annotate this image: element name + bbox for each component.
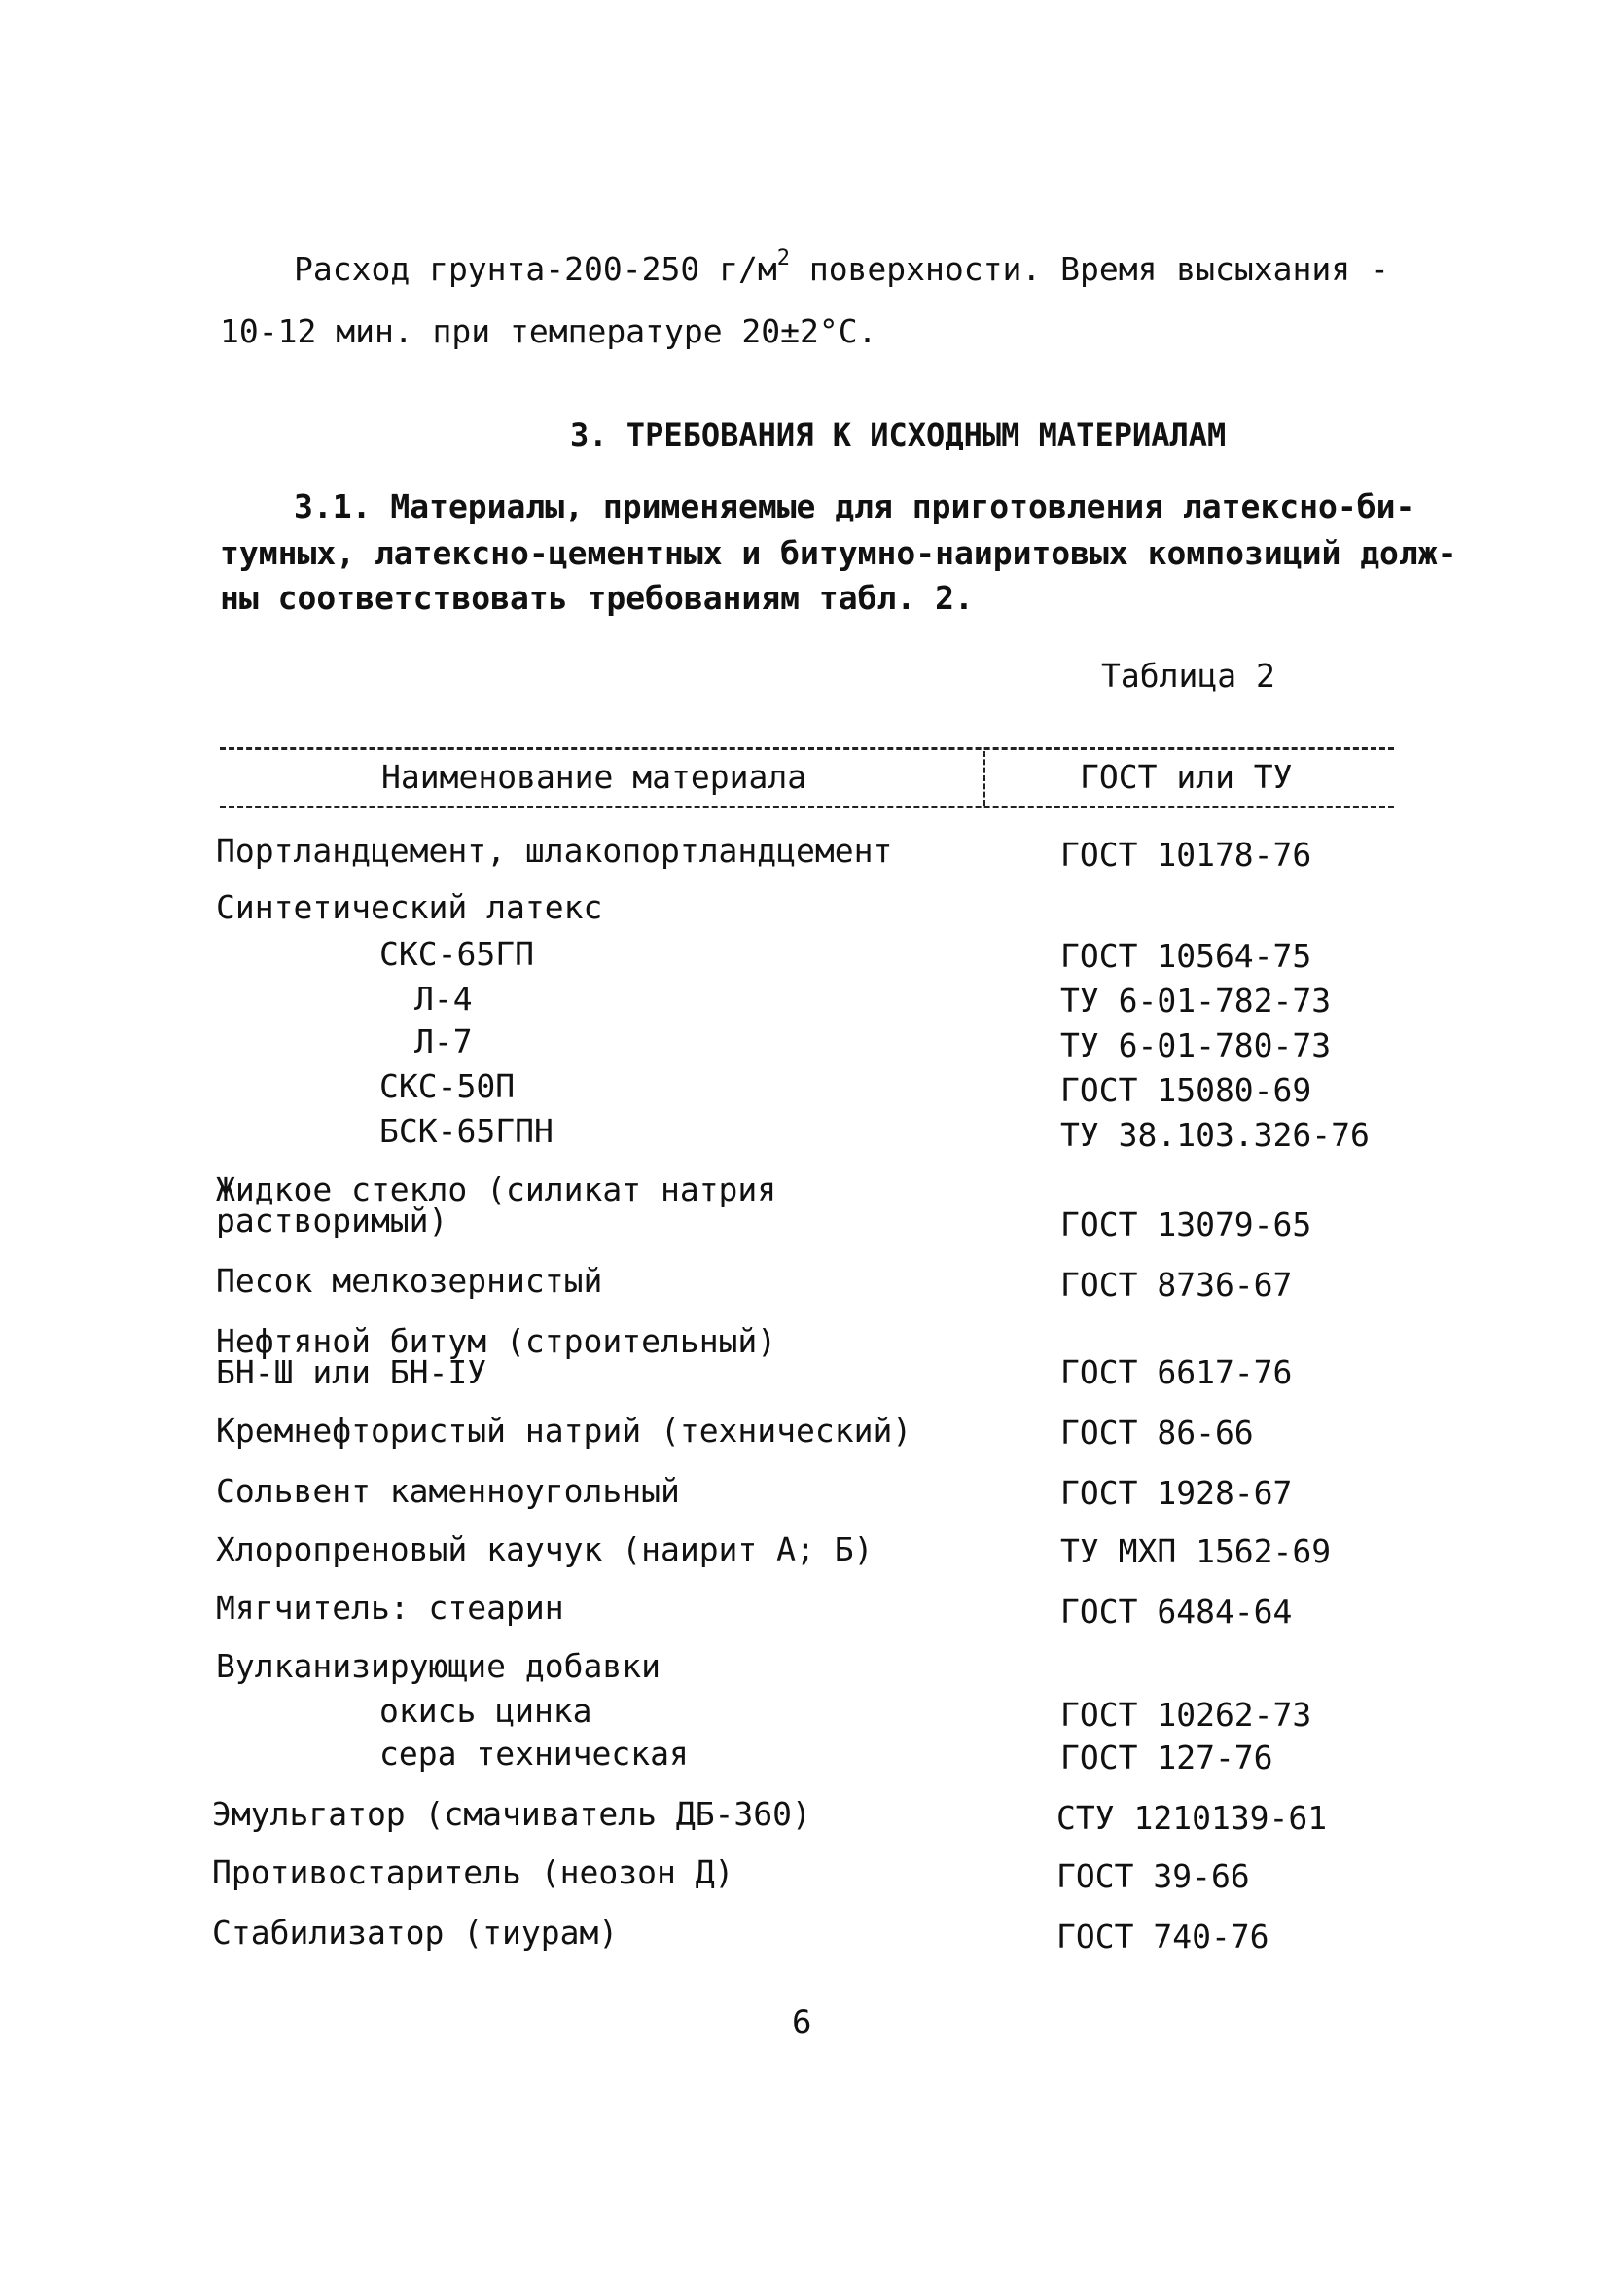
- table-row-standard: ГОСТ 1928-67: [1060, 1474, 1293, 1512]
- table-row-name: Л-4: [414, 980, 473, 1018]
- table-header-standard: ГОСТ или ТУ: [1080, 758, 1293, 796]
- table-row-standard: СТУ 1210139-61: [1056, 1799, 1328, 1837]
- table-row-standard: ГОСТ 13079-65: [1060, 1205, 1312, 1243]
- table-header-separator: [983, 751, 985, 806]
- table-row-name: Л-7: [414, 1022, 473, 1060]
- table-row-name: СКС-65ГП: [379, 935, 534, 973]
- table-row-standard: ГОСТ 39-66: [1056, 1857, 1250, 1895]
- table-row-standard: ТУ 38.103.326-76: [1060, 1116, 1370, 1154]
- table-row-name: Хлоропреновый каучук (наирит А; Б): [216, 1530, 874, 1568]
- table-row-name: сера техническая: [379, 1735, 689, 1773]
- table-header-name: Наименование материала: [381, 758, 807, 796]
- table-row-standard: ГОСТ 6484-64: [1060, 1593, 1293, 1631]
- table-row-name: Сольвент каменноугольный: [216, 1472, 680, 1510]
- table-row-standard: ГОСТ 10564-75: [1060, 937, 1312, 975]
- table-row-standard: ТУ 6-01-782-73: [1060, 982, 1332, 1020]
- intro-line-2: 10-12 мин. при температуре 20±2°С.: [220, 312, 877, 350]
- table-row-standard: ГОСТ 740-76: [1056, 1918, 1269, 1955]
- intro-line-1-tail: поверхности. Время высыхания -: [789, 250, 1389, 288]
- table-row-standard: ГОСТ 6617-76: [1060, 1353, 1293, 1391]
- table-row-name: Жидкое стекло (силикат натрия: [216, 1170, 777, 1208]
- table-row-name: Мягчитель: стеарин: [216, 1589, 564, 1627]
- table-row-name: Эмульгатор (смачиватель ДБ-360): [212, 1795, 811, 1833]
- table-row-standard: ГОСТ 10178-76: [1060, 836, 1312, 874]
- intro-superscript: 2: [776, 246, 790, 270]
- table-row-name: БН-Ш или БН-IУ: [216, 1353, 487, 1391]
- page-number: 6: [792, 2003, 812, 2042]
- table-row-standard: ГОСТ 15080-69: [1060, 1071, 1312, 1109]
- table-row-name: Портландцемент, шлакопортландцемент: [216, 832, 893, 870]
- table-row-name: Песок мелкозернистый: [216, 1262, 603, 1300]
- table-row-standard: ГОСТ 86-66: [1060, 1414, 1254, 1452]
- table-row-standard: ГОСТ 127-76: [1060, 1739, 1273, 1776]
- table-row-standard: ТУ 6-01-780-73: [1060, 1026, 1332, 1064]
- table-row-name: Стабилизатор (тиурам): [212, 1914, 619, 1952]
- table-top-rule: [220, 747, 1394, 750]
- table-row-name: Нефтяной битум (строительный): [216, 1322, 777, 1360]
- intro-line-1: [294, 246, 1389, 290]
- table-caption: Таблица 2: [1101, 657, 1275, 695]
- table-row-name: Кремнефтористый натрий (технический): [216, 1412, 912, 1450]
- table-row-name: Противостаритель (неозон Д): [212, 1853, 734, 1891]
- table-row-name: СКС-50П: [379, 1067, 516, 1105]
- table-row-name: растворимый): [216, 1202, 448, 1239]
- table-row-name: БСК-65ГПН: [379, 1112, 554, 1150]
- paragraph-3-1-line-1: 3.1. Материалы, применяемые для приготовления латексно-би-: [294, 487, 1415, 525]
- intro-line-1-text: Расход грунта-200-250 г/м: [294, 250, 777, 288]
- section-heading: 3. ТРЕБОВАНИЯ К ИСХОДНЫМ МАТЕРИАЛАМ: [570, 416, 1227, 453]
- table-row-name: окись цинка: [379, 1692, 592, 1730]
- table-row-standard: ГОСТ 8736-67: [1060, 1266, 1293, 1304]
- table-row-name: Вулканизирующие добавки: [216, 1647, 661, 1685]
- table-row-standard: ГОСТ 10262-73: [1060, 1696, 1312, 1734]
- table-row-standard: ТУ МХП 1562-69: [1060, 1532, 1332, 1570]
- table-header-rule: [220, 806, 1394, 808]
- paragraph-3-1-line-2: тумных, латексно-цементных и битумно-наиритовых композиций долж-: [220, 534, 1457, 572]
- paragraph-3-1-line-3: ны соответствовать требованиям табл. 2.: [220, 579, 974, 617]
- table-row-name: Синтетический латекс: [216, 888, 603, 926]
